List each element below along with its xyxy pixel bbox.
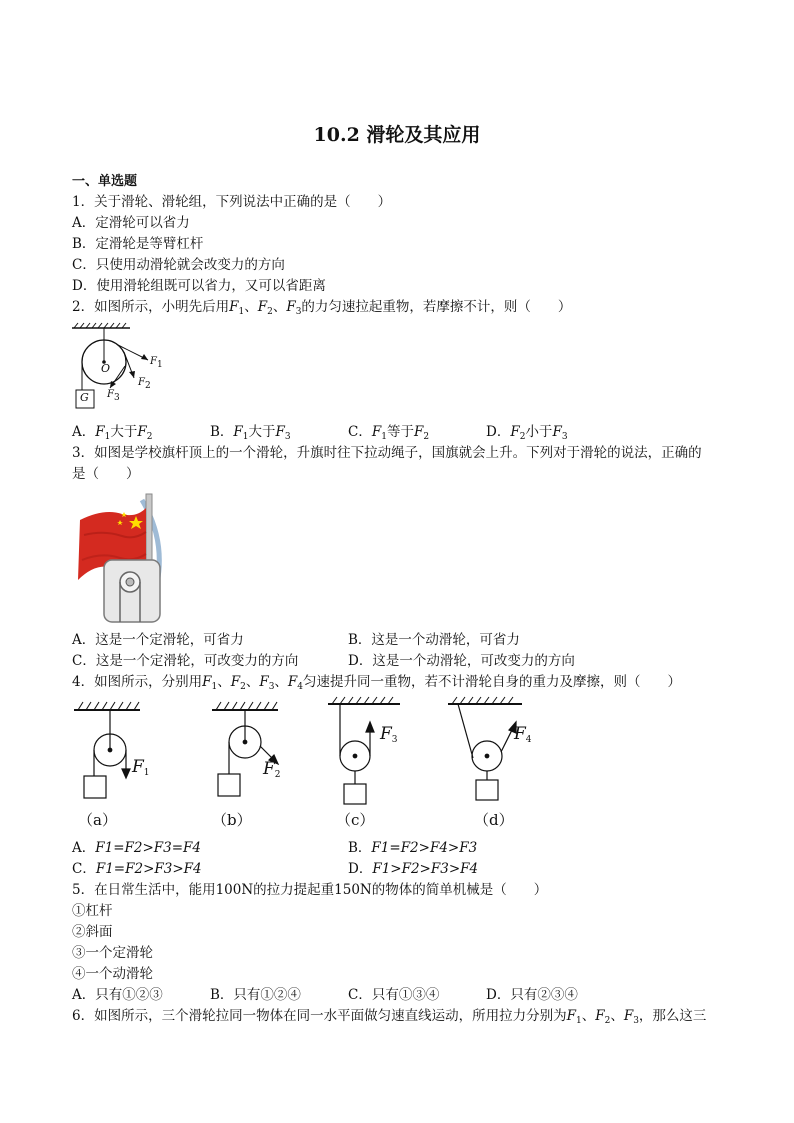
q2-label-f1: $F_1$: [150, 356, 163, 370]
q4-stem: 4．如图所示，分别用$F_1$、$F_2$、$F_3$、$F_4$匀速提升同一重物，若不计滑轮自身的重力及摩擦，则（ ）: [72, 674, 682, 692]
q1-stem: 1．关于滑轮、滑轮组，下列说法中正确的是（ ）: [72, 194, 392, 210]
q4-caption-c: （c）: [336, 811, 375, 829]
q1-option-d: D．使用滑轮组既可以省力，又可以省距离: [72, 278, 326, 294]
q3-option-a: A．这是一个定滑轮，可省力: [72, 632, 244, 648]
q3-stem-line1: 3．如图是学校旗杆顶上的一个滑轮，升旗时往下拉动绳子，国旗就会上升。下列对于滑轮的说法，正确的: [72, 445, 702, 461]
q2-label-o: O: [101, 362, 111, 375]
q4-label-f2: $F_2$: [263, 759, 281, 780]
q2-option-d: D．$F_2$小于$F_3$: [486, 424, 568, 442]
q6-stem: 6．如图所示，三个滑轮拉同一物体在同一水平面做匀速直线运动，所用拉力分别为$F_1$、$F_2$、$F_3$，那么这三: [72, 1008, 707, 1026]
q5-stem: 5．在日常生活中，能用100N的拉力提起重150N的物体的简单机械是（ ）: [72, 882, 548, 898]
q2-label-f3: $F_3$: [107, 389, 120, 403]
q3-flagpole-photo: [74, 490, 164, 624]
q3-option-b: B．这是一个动滑轮，可省力: [348, 632, 520, 648]
q5-item-3: ③一个定滑轮: [72, 945, 153, 961]
q3-option-d: D．这是一个动滑轮，可改变力的方向: [348, 653, 575, 669]
q2-label-f2: $F_2$: [138, 377, 151, 391]
q2-option-a: A．$F_1$大于$F_2$: [72, 424, 153, 442]
q1-option-a: A．定滑轮可以省力: [72, 215, 190, 231]
q4-option-b: B．F1=F2>F4>F3: [348, 840, 478, 856]
q4-option-a: A．F1=F2>F3=F4: [72, 840, 202, 856]
q5-option-b: B．只有①②④: [210, 987, 301, 1003]
q5-item-1: ①杠杆: [72, 903, 113, 919]
q3-option-c: C．这是一个定滑轮，可改变力的方向: [72, 653, 299, 669]
q4-pulley-figures: [70, 696, 530, 808]
q4-caption-d: （d）: [474, 811, 514, 829]
q4-label-f3: $F_3$: [380, 724, 398, 745]
q4-label-f4: $F_4$: [514, 724, 532, 745]
q2-option-b: B．$F_1$大于$F_3$: [210, 424, 291, 442]
q5-item-2: ②斜面: [72, 924, 113, 940]
q1-option-c: C．只使用动滑轮就会改变力的方向: [72, 257, 285, 273]
q1-option-b: B．定滑轮是等臂杠杆: [72, 236, 204, 252]
page-title: 10.2 滑轮及其应用: [313, 124, 481, 146]
q4-label-f1: $F_1$: [132, 757, 150, 778]
q5-option-a: A．只有①②③: [72, 987, 163, 1003]
q2-option-c: C．$F_1$等于$F_2$: [348, 424, 430, 442]
q4-caption-b: （b）: [212, 811, 252, 829]
q5-option-d: D．只有②③④: [486, 987, 578, 1003]
q5-item-4: ④一个动滑轮: [72, 966, 153, 982]
q4-option-c: C．F1=F2>F3>F4: [72, 861, 202, 877]
q4-caption-a: （a）: [78, 811, 117, 829]
q2-stem: 2．如图所示，小明先后用$F_1$、$F_2$、$F_3$的力匀速拉起重物，若摩擦不计，则（ ）: [72, 299, 572, 317]
q4-option-d: D．F1>F2>F3>F4: [348, 861, 479, 877]
q2-label-g: G: [80, 391, 89, 404]
section-heading: 一、单选题: [72, 174, 138, 189]
q5-option-c: C．只有①③④: [348, 987, 440, 1003]
q3-stem-line2: 是（ ）: [72, 466, 140, 482]
